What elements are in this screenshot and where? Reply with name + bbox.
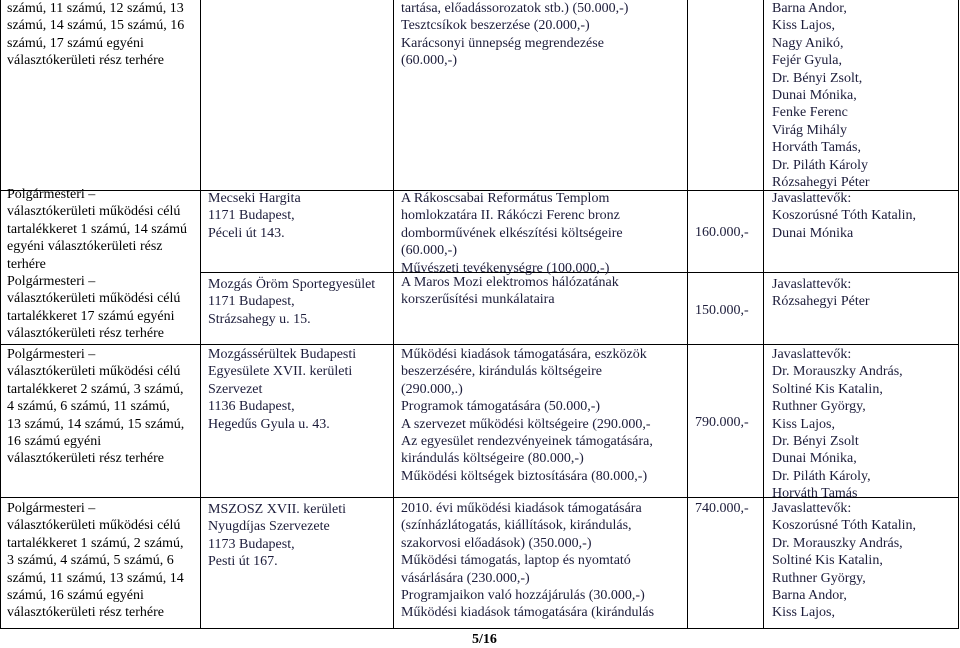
cell-text-line: Dr. Piláth Károly, (772, 468, 871, 484)
cell-text-line: Egyesülete XVII. kerületi (208, 364, 353, 380)
cell-text-line: Barna Andor, (772, 1, 847, 16)
cell-text-line: számú, 17 számú egyéni (7, 35, 144, 51)
district-cell (7, 0, 184, 70)
cell-text-line: Barna Andor, (772, 588, 847, 604)
cell-text-line: Működési kiadások támogatására (kirándulás (401, 605, 655, 621)
cell-text-line: domborművének elkészítési költségeire (401, 225, 623, 241)
amount-cell (695, 414, 749, 431)
cell-text-line: Soltiné Kis Katalin, (772, 381, 883, 397)
nominators-cell (772, 500, 916, 622)
cell-text-line: Virág Mihály (772, 122, 847, 138)
cell-text-line: szakorvosi előadások) (350.000,-) (401, 535, 592, 551)
nominators-cell (772, 190, 916, 242)
cell-text-line: Dr. Morauszky András, (772, 364, 903, 380)
cell-text-line: vásárlására (230.000,-) (401, 570, 530, 586)
cell-text-line: (290.000,.) (401, 381, 463, 397)
purpose-cell (401, 274, 619, 309)
cell-text-line: választókerületi rész terhére (7, 326, 165, 342)
cell-text-line: Pesti út 167. (208, 554, 278, 570)
district-cell (7, 500, 184, 622)
cell-text-line: Tesztcsíkok beszerzése (20.000,-) (401, 18, 590, 34)
cell-text-line: (60.000,-) (401, 243, 457, 259)
cell-text-line: Horváth Tamás, (772, 140, 861, 156)
cell-text-line: 13 számú, 14 számú, 15 számú, (7, 416, 185, 432)
cell-text-line: Dunai Mónika (772, 225, 854, 241)
cell-text-line: Javaslattevők: (772, 347, 852, 362)
cell-text-line: Polgármesteri – (7, 187, 96, 202)
district-cell (7, 346, 184, 468)
cell-text-line: tartalékkeret 1 számú, 2 számú, (7, 535, 184, 551)
cell-text-line: Dr. Piláth Károly (772, 157, 869, 173)
cell-text-line: Fenke Ferenc (772, 105, 848, 121)
cell-text-line: 160.000,- (695, 225, 749, 240)
cell-text-line: A Maros Mozi elektromos hálózatának (401, 275, 619, 290)
cell-text-line: Programjaikon való hozzájárulás (30.000,-) (401, 588, 645, 604)
cell-text-line: Javaslattevők: (772, 191, 852, 206)
cell-text-line: választókerületi működési célú (7, 204, 181, 220)
page-number: 5/16 (472, 632, 497, 647)
purpose-cell (401, 0, 628, 70)
cell-text-line: Polgármesteri – (7, 347, 96, 362)
cell-text-line: Ruthner György, (772, 399, 866, 415)
amount-cell (695, 302, 749, 319)
cell-text-line: Horváth Tamás (772, 486, 858, 502)
cell-text-line: választókerületi rész terhére (7, 53, 165, 69)
cell-text-line: tartalékkeret 17 számú egyéni (7, 308, 175, 324)
cell-text-line: Rózsahegyi Péter (772, 175, 870, 191)
column-divider (200, 0, 201, 628)
cell-text-line: egyéni választókerületi rész (7, 239, 163, 255)
cell-text-line: számú, 14 számú, 15 számú, 16 (7, 18, 185, 34)
cell-text-line: tartalékkeret 2 számú, 3 számú, (7, 381, 184, 397)
cell-text-line: Nyugdíjas Szervezete (208, 519, 330, 535)
cell-text-line: számú, 11 számú, 13 számú, 14 (7, 570, 184, 586)
cell-text-line: Programok támogatására (50.000,-) (401, 399, 601, 415)
table-border-bottom (0, 628, 959, 629)
purpose-cell (401, 190, 623, 277)
cell-text-line: tartása, előadássorozatok stb.) (50.000,-) (401, 1, 629, 16)
organization-cell (208, 501, 346, 571)
cell-text-line: Koszorúsné Tóth Katalin, (772, 518, 916, 534)
cell-text-line: Polgármesteri – (7, 501, 96, 516)
cell-text-line: 4 számú, 6 számú, 11 számú, (7, 399, 170, 415)
cell-text-line: Művészeti tevékenységre (100.000,-) (401, 260, 610, 276)
organization-cell (208, 276, 375, 328)
purpose-cell (401, 500, 654, 622)
cell-text-line: Működési támogatás, laptop és nyomtató (401, 553, 631, 569)
cell-text-line: terhére (7, 256, 46, 272)
column-divider (763, 0, 764, 628)
cell-text-line: A szervezet működési költségeire (290.000,- (401, 416, 651, 432)
cell-text-line: 16 számú egyéni (7, 434, 102, 450)
cell-text-line: homlokzatára II. Rákóczi Ferenc bronz (401, 208, 620, 224)
cell-text-line: Hegedűs Gyula u. 43. (208, 416, 330, 432)
amount-cell (695, 500, 749, 517)
cell-text-line: Polgármesteri – (7, 274, 96, 290)
cell-text-line: MSZOSZ XVII. kerületi (208, 502, 347, 517)
cell-text-line: választókerületi működési célú (7, 364, 181, 380)
nominators-cell (772, 0, 870, 191)
cell-text-line: Az egyesület rendezvényeinek támogatására, (401, 434, 653, 450)
cell-text-line: 1171 Budapest, (208, 208, 295, 224)
cell-text-line: Kiss Lajos, (772, 605, 835, 621)
cell-text-line: 1173 Budapest, (208, 536, 295, 552)
cell-text-line: Rózsahegyi Péter (772, 294, 870, 310)
cell-text-line: 2010. évi működési kiadások támogatására (401, 501, 642, 516)
column-divider (687, 0, 688, 628)
organization-cell (208, 190, 301, 242)
cell-text-line: Mozgássérültek Budapesti (208, 347, 357, 362)
cell-text-line: Ruthner György, (772, 570, 866, 586)
cell-text-line: korszerűsítési munkálataira (401, 292, 555, 308)
row-divider (0, 344, 959, 345)
cell-text-line: választókerületi működési célú (7, 518, 181, 534)
cell-text-line: választókerületi rész terhére (7, 451, 165, 467)
nominators-cell (772, 346, 903, 503)
cell-text-line: Karácsonyi ünnepség megrendezése (401, 35, 604, 51)
cell-text-line: számú, 16 számú egyéni (7, 588, 144, 604)
cell-text-line: 3 számú, 4 számú, 5 számú, 6 (7, 553, 174, 569)
cell-text-line: Javaslattevők: (772, 501, 852, 516)
cell-text-line: Fejér Gyula, (772, 53, 842, 69)
cell-text-line: 1136 Budapest, (208, 399, 295, 415)
cell-text-line: 150.000,- (695, 303, 749, 318)
cell-text-line: tartalékkeret 1 számú, 14 számú (7, 221, 187, 237)
cell-text-line: Dr. Bényi Zsolt (772, 434, 859, 450)
cell-text-line: Strázsahegy u. 15. (208, 311, 311, 327)
cell-text-line: 740.000,- (695, 501, 749, 516)
cell-text-line: Szervezet (208, 381, 263, 397)
cell-text-line: A Rákoscsabai Református Templom (401, 191, 610, 206)
organization-cell (208, 346, 356, 433)
cell-text-line: Mecseki Hargita (208, 191, 301, 206)
cell-text-line: (60.000,-) (401, 53, 457, 69)
cell-text-line: számú, 11 számú, 12 számú, 13 (7, 1, 184, 16)
cell-text-line: Dunai Mónika, (772, 88, 857, 104)
cell-text-line: Kiss Lajos, (772, 18, 835, 34)
cell-text-line: Péceli út 143. (208, 225, 285, 241)
cell-text-line: Dr. Morauszky András, (772, 535, 903, 551)
cell-text-line: (színházlátogatás, kiállítások, kirándulás, (401, 518, 632, 534)
cell-text-line: Soltiné Kis Katalin, (772, 553, 883, 569)
cell-text-line: Mozgás Öröm Sportegyesület (208, 277, 376, 292)
nominators-cell (772, 276, 870, 311)
cell-text-line: beszerzésére, kirándulás költségeire (401, 364, 602, 380)
cell-text-line: Javaslattevők: (772, 277, 852, 292)
amount-cell (695, 224, 749, 241)
cell-text-line: választókerületi működési célú (7, 291, 181, 307)
purpose-cell (401, 346, 653, 485)
cell-text-line: Kiss Lajos, (772, 416, 835, 432)
column-divider (393, 0, 394, 628)
cell-text-line: 790.000,- (695, 415, 749, 430)
cell-text-line: Koszorúsné Tóth Katalin, (772, 208, 916, 224)
table-border-right (958, 0, 959, 628)
cell-text-line: Működési kiadások támogatására, eszközök (401, 347, 647, 362)
cell-text-line: választókerületi rész terhére (7, 605, 165, 621)
cell-text-line: Dunai Mónika, (772, 451, 857, 467)
cell-text-line: Működési költségek biztosítására (80.000,-) (401, 468, 648, 484)
cell-text-line: kirándulás költségeire (80.000,-) (401, 451, 584, 467)
table-border-left (0, 0, 1, 628)
cell-text-line: 1171 Budapest, (208, 294, 295, 310)
cell-text-line: Nagy Anikó, (772, 35, 844, 51)
district-cell (7, 186, 187, 343)
cell-text-line: Dr. Bényi Zsolt, (772, 70, 863, 86)
